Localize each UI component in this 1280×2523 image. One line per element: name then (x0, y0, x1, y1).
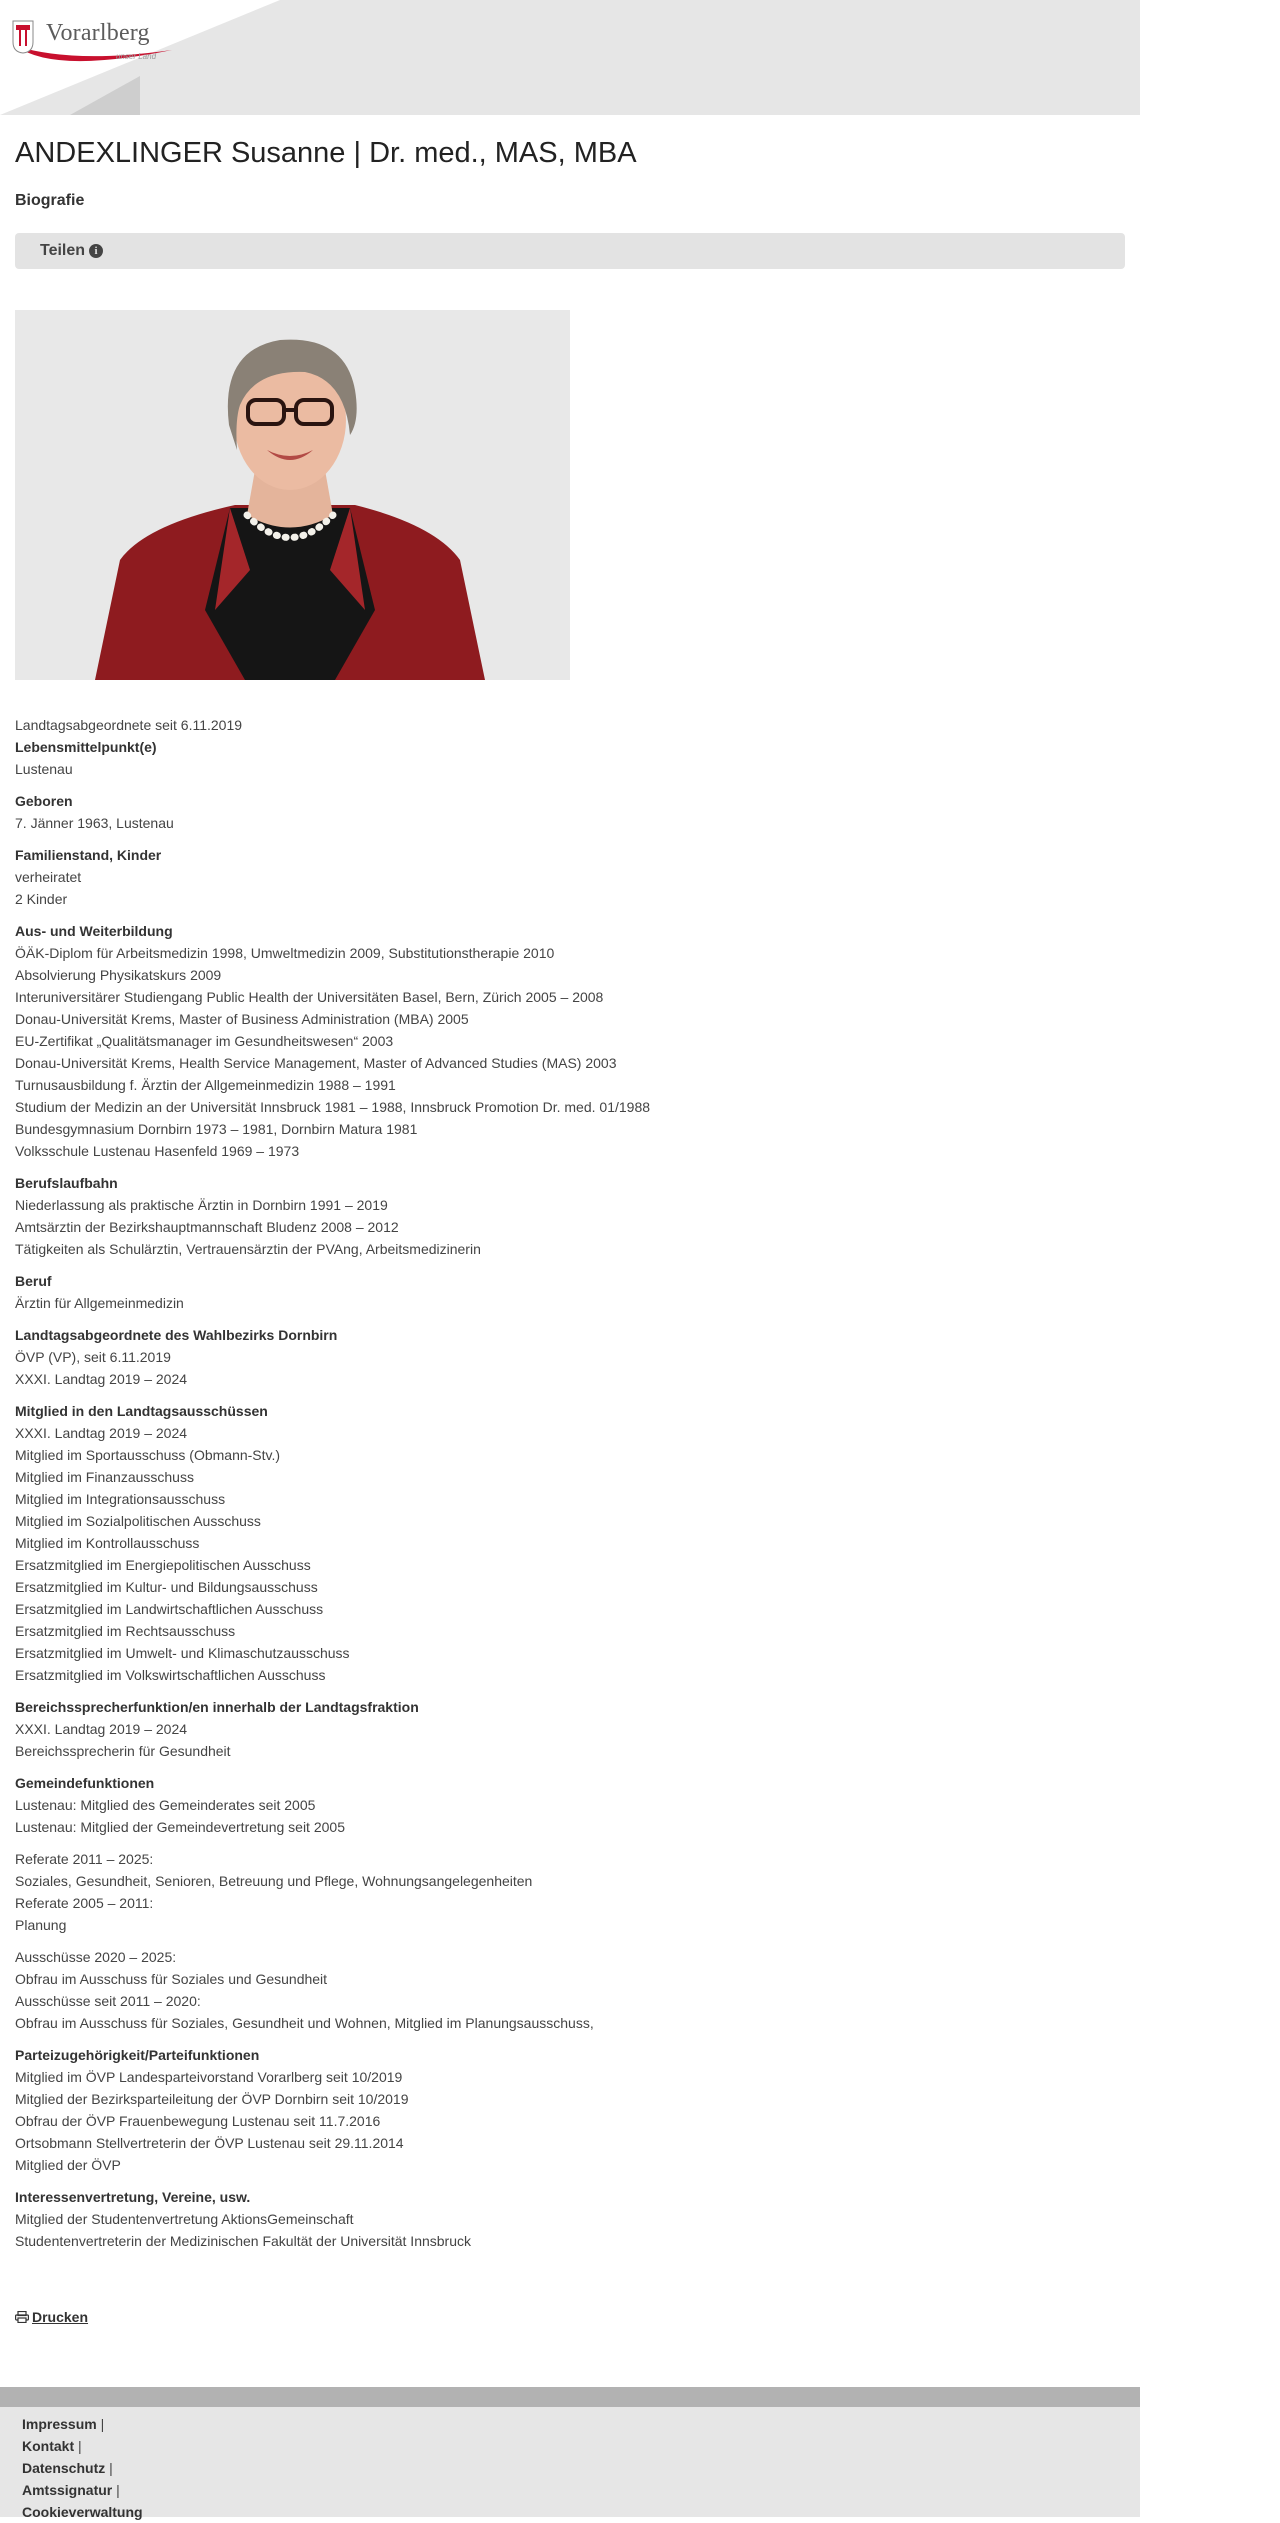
bio-line: Mitglied der ÖVP (15, 2157, 121, 2173)
bio-line: Mitglied im Finanzausschuss (15, 1469, 194, 1485)
bio-intro: Landtagsabgeordnete seit 6.11.2019 (15, 717, 243, 733)
bio-line: Absolvierung Physikatskurs 2009 (15, 967, 222, 983)
footer-link-row (22, 2501, 143, 2523)
bio-line: XXXI. Landtag 2019 – 2024 (15, 1371, 188, 1387)
footer-separator: | (100, 2416, 105, 2432)
footer-link-row (22, 2479, 143, 2501)
bio-line: Planung (15, 1917, 67, 1933)
bio-line: 2 Kinder (15, 891, 68, 907)
vorarlberg-logo[interactable] (8, 14, 178, 66)
footer-separator: | (78, 2438, 82, 2454)
bio-line: Volksschule Lustenau Hasenfeld 1969 – 1973 (15, 1143, 300, 1159)
bio-line: Bundesgymnasium Dornbirn 1973 – 1981, Dornbirn Matura 1981 (15, 1121, 418, 1137)
bio-section (15, 1946, 1125, 2034)
bio-section (15, 1848, 1125, 1936)
footer-separator: | (109, 2460, 113, 2476)
footer-link-row (22, 2457, 143, 2479)
footer-separator: | (116, 2482, 120, 2498)
bio-line: Ausschüsse seit 2011 – 2020: (15, 1993, 201, 2009)
bio-section-title: Beruf (15, 1273, 52, 1289)
bio-line: Ersatzmitglied im Umwelt- und Klimaschutzausschuss (15, 1645, 350, 1661)
bio-line: Studium der Medizin an der Universität Innsbruck 1981 – 1988, Innsbruck Promotion Dr. med. 01/1988 (15, 1099, 651, 1115)
page-subtitle: Biografie (15, 192, 85, 209)
bio-line: Mitglied im Sportausschuss (Obmann-Stv.) (15, 1447, 281, 1463)
bio-line: Donau-Universität Krems, Master of Business Administration (MBA) 2005 (15, 1011, 469, 1027)
logo-tagline: unser Land (116, 52, 157, 61)
footer-link-cookieverwaltung[interactable]: Cookieverwaltung (22, 2504, 143, 2520)
bio-line: Bereichssprecherin für Gesundheit (15, 1743, 231, 1759)
share-button[interactable] (40, 242, 103, 260)
footer-link-amtssignatur[interactable]: Amtssignatur (22, 2482, 113, 2498)
bio-line: Obfrau im Ausschuss für Soziales, Gesundheit und Wohnen, Mitglied im Planungsausschuss, (15, 2015, 594, 2031)
bio-line: Donau-Universität Krems, Health Service Management, Master of Advanced Studies (MAS) 2003 (15, 1055, 617, 1071)
share-bar (15, 233, 1125, 269)
footer-link-row (22, 2413, 143, 2435)
bio-line: Ersatzmitglied im Landwirtschaftlichen Ausschuss (15, 1601, 324, 1617)
bio-line: verheiratet (15, 869, 82, 885)
header-shadow (70, 76, 140, 115)
bio-section-title: Familienstand, Kinder (15, 847, 162, 863)
portrait-photo (15, 310, 570, 680)
bio-section (15, 1324, 1125, 1390)
bio-section (15, 790, 1125, 834)
bio-line: Soziales, Gesundheit, Senioren, Betreuung und Pflege, Wohnungsangelegenheiten (15, 1873, 533, 1889)
info-circle-icon: i (89, 244, 103, 258)
bio-line: Lustenau: Mitglied des Gemeinderates seit 2005 (15, 1797, 316, 1813)
footer-link-kontakt[interactable]: Kontakt (22, 2438, 75, 2454)
bio-section-title: Bereichssprecherfunktion/en innerhalb der Landtagsfraktion (15, 1699, 419, 1715)
bio-line: Ausschüsse 2020 – 2025: (15, 1949, 177, 1965)
bio-line: Referate 2005 – 2011: (15, 1895, 154, 1911)
bio-line: Ersatzmitglied im Kultur- und Bildungsausschuss (15, 1579, 318, 1595)
bio-line: Interuniversitärer Studiengang Public Health der Universitäten Basel, Bern, Zürich 2005 – 2008 (15, 989, 604, 1005)
bio-line: Mitglied der Studentenvertretung AktionsGemeinschaft (15, 2211, 354, 2227)
bio-section (15, 2186, 1125, 2252)
bio-line: Obfrau der ÖVP Frauenbewegung Lustenau seit 11.7.2016 (15, 2113, 381, 2129)
bio-line: Mitglied im Integrationsausschuss (15, 1491, 226, 1507)
bio-section-title: Lebensmittelpunkt(e) (15, 739, 157, 755)
printer-icon (15, 2311, 29, 2323)
bio-line: Ersatzmitglied im Rechtsausschuss (15, 1623, 236, 1639)
bio-line: XXXI. Landtag 2019 – 2024 (15, 1721, 188, 1737)
bio-line: Niederlassung als praktische Ärztin in Dornbirn 1991 – 2019 (15, 1197, 388, 1213)
bio-line: 7. Jänner 1963, Lustenau (15, 815, 174, 831)
bio-line: Mitglied der Bezirksparteileitung der ÖVP Dornbirn seit 10/2019 (15, 2091, 409, 2107)
logo-text: Vorarlberg (46, 20, 150, 46)
bio-line: Tätigkeiten als Schulärztin, Vertrauensärztin der PVAng, Arbeitsmedizinerin (15, 1241, 481, 1257)
bio-line: Ersatzmitglied im Volkswirtschaftlichen Ausschuss (15, 1667, 326, 1683)
bio-line: Lustenau (15, 761, 73, 777)
bio-section-title: Geboren (15, 793, 73, 809)
site-header (0, 0, 1140, 115)
bio-line: Lustenau: Mitglied der Gemeindevertretung seit 2005 (15, 1819, 345, 1835)
bio-line: Studentenvertreterin der Medizinischen Fakultät der Universität Innsbruck (15, 2233, 471, 2249)
bio-section (15, 1172, 1125, 1260)
bio-line: Amtsärztin der Bezirkshauptmannschaft Bludenz 2008 – 2012 (15, 1219, 399, 1235)
bio-section (15, 736, 1125, 780)
print-label: Drucken (32, 2309, 89, 2325)
bio-section-title: Aus- und Weiterbildung (15, 923, 173, 939)
bio-line: Ortsobmann Stellvertreterin der ÖVP Lustenau seit 29.11.2014 (15, 2135, 404, 2151)
bio-line: Mitglied im ÖVP Landesparteivorstand Vorarlberg seit 10/2019 (15, 2069, 403, 2085)
bio-line: ÖÄK-Diplom für Arbeitsmedizin 1998, Umweltmedizin 2009, Substitutionstherapie 2010 (15, 945, 555, 961)
footer-link-datenschutz[interactable]: Datenschutz (22, 2460, 106, 2476)
bio-section (15, 844, 1125, 910)
bio-section-title: Parteizugehörigkeit/Parteifunktionen (15, 2047, 260, 2063)
bio-line: Mitglied im Sozialpolitischen Ausschuss (15, 1513, 261, 1529)
bio-line: Turnusausbildung f. Ärztin der Allgemeinmedizin 1988 – 1991 (15, 1077, 396, 1093)
bio-section (15, 1400, 1125, 1686)
footer-link-row (22, 2435, 143, 2457)
bio-section-title: Mitglied in den Landtagsausschüssen (15, 1403, 268, 1419)
bio-line: XXXI. Landtag 2019 – 2024 (15, 1425, 188, 1441)
bio-line: Ärztin für Allgemeinmedizin (15, 1295, 184, 1311)
site-footer (0, 2407, 1140, 2520)
footer-bar (0, 2387, 1140, 2407)
bio-section (15, 1772, 1125, 1838)
footer-link-impressum[interactable]: Impressum (22, 2416, 97, 2432)
page-title: ANDEXLINGER Susanne | Dr. med., MAS, MBA (15, 137, 637, 169)
bio-section (15, 1270, 1125, 1314)
bio-line: Obfrau im Ausschuss für Soziales und Gesundheit (15, 1971, 328, 1987)
biography (15, 714, 1125, 2262)
bio-section (15, 2044, 1125, 2176)
person-portrait-image (15, 310, 570, 680)
share-label: Teilen (40, 242, 86, 259)
bio-line: ÖVP (VP), seit 6.11.2019 (15, 1349, 171, 1365)
footer-links (22, 2413, 143, 2523)
bio-section-title: Berufslaufbahn (15, 1175, 118, 1191)
bio-section (15, 920, 1125, 1162)
print-link[interactable] (15, 2309, 88, 2325)
bio-section-title: Landtagsabgeordnete des Wahlbezirks Dornbirn (15, 1327, 338, 1343)
bio-line: Ersatzmitglied im Energiepolitischen Ausschuss (15, 1557, 311, 1573)
bio-section-title: Gemeindefunktionen (15, 1775, 155, 1791)
bio-line: Referate 2011 – 2025: (15, 1851, 154, 1867)
bio-section (15, 1696, 1125, 1762)
bio-line: EU-Zertifikat „Qualitätsmanager im Gesundheitswesen“ 2003 (15, 1033, 394, 1049)
bio-line: Mitglied im Kontrollausschuss (15, 1535, 200, 1551)
bio-section-title: Interessenvertretung, Vereine, usw. (15, 2189, 251, 2205)
coat-of-arms-icon (12, 20, 34, 54)
